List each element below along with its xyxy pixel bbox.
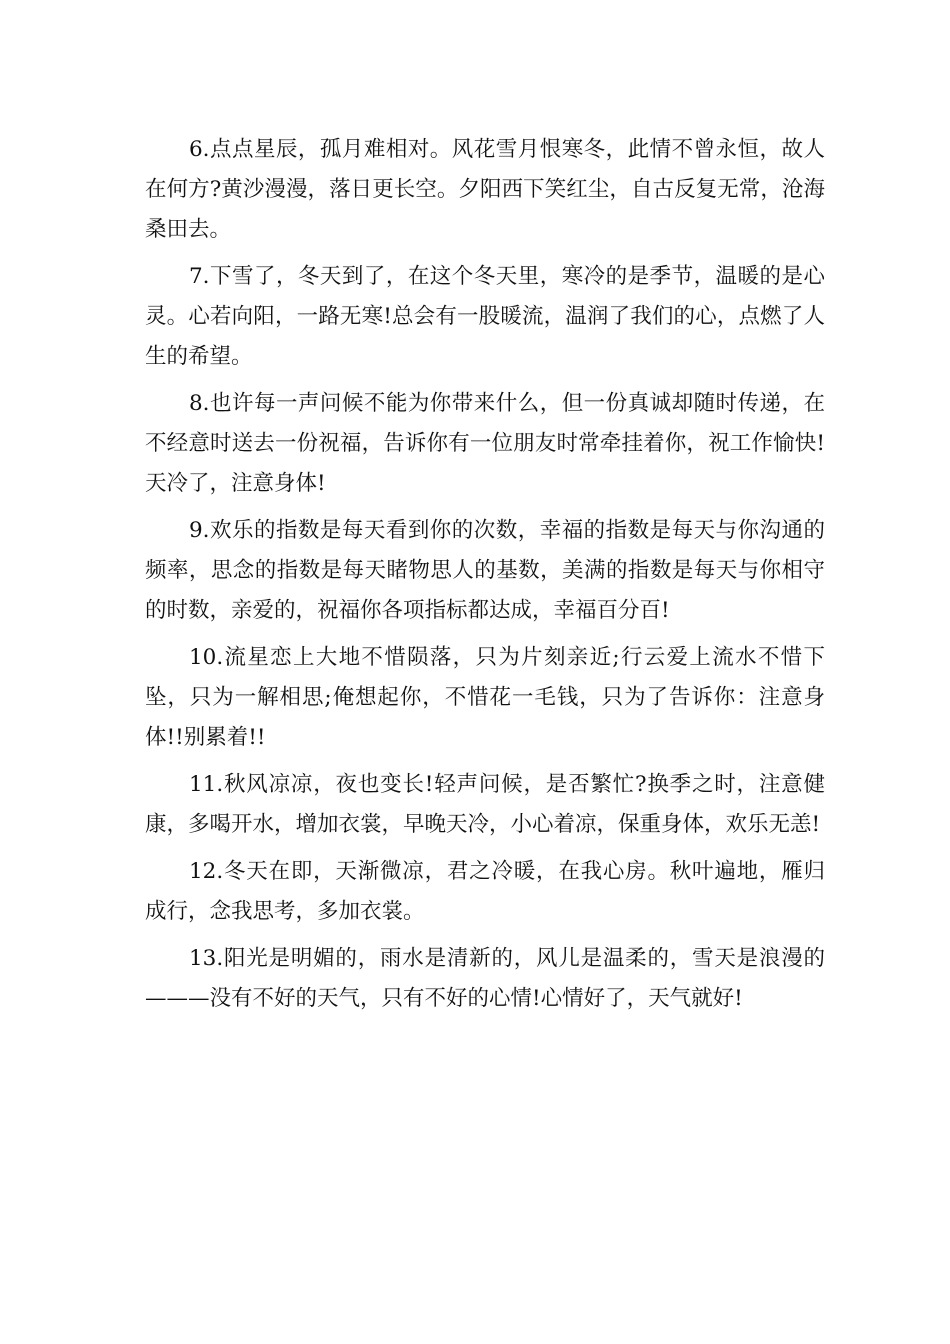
paragraph-12: 12.冬天在即，天渐微凉，君之冷暖，在我心房。秋叶遍地，雁归成行，念我思考，多加衣裳。 — [145, 859, 825, 924]
document-body — [145, 130, 825, 1026]
paragraph-6: 6.点点星辰，孤月难相对。风花雪月恨寒冬，此情不曾永恒，故人在何方?黄沙漫漫，落日更长空。夕阳西下笑红尘，自古反复无常，沧海桑田去。 — [145, 137, 825, 242]
paragraph-8: 8.也许每一声问候不能为你带来什么，但一份真诚却随时传递，在不经意时送去一份祝福，告诉你有一位朋友时常牵挂着你，祝工作愉快!天冷了，注意身体! — [145, 391, 825, 496]
paragraph-7: 7.下雪了，冬天到了，在这个冬天里，寒冷的是季节，温暖的是心灵。心若向阳，一路无寒!总会有一股暖流，温润了我们的心，点燃了人生的希望。 — [145, 264, 825, 369]
paragraph-10: 10.流星恋上大地不惜陨落，只为片刻亲近;行云爱上流水不惜下坠，只为一解相思;俺想起你，不惜花一毛钱，只为了告诉你：注意身体!!别累着!! — [145, 645, 825, 750]
paragraph-9: 9.欢乐的指数是每天看到你的次数，幸福的指数是每天与你沟通的频率，思念的指数是每天睹物思人的基数，美满的指数是每天与你相守的时数，亲爱的，祝福你各项指标都达成，幸福百分百! — [145, 518, 825, 623]
paragraph-13: 13.阳光是明媚的，雨水是清新的，风儿是温柔的，雪天是浪漫的———没有不好的天气，只有不好的心情!心情好了，天气就好! — [145, 946, 825, 1011]
paragraph-11: 11.秋风凉凉，夜也变长!轻声问候，是否繁忙?换季之时，注意健康，多喝开水，增加衣裳，早晚天冷，小心着凉，保重身体，欢乐无恙! — [145, 772, 825, 837]
